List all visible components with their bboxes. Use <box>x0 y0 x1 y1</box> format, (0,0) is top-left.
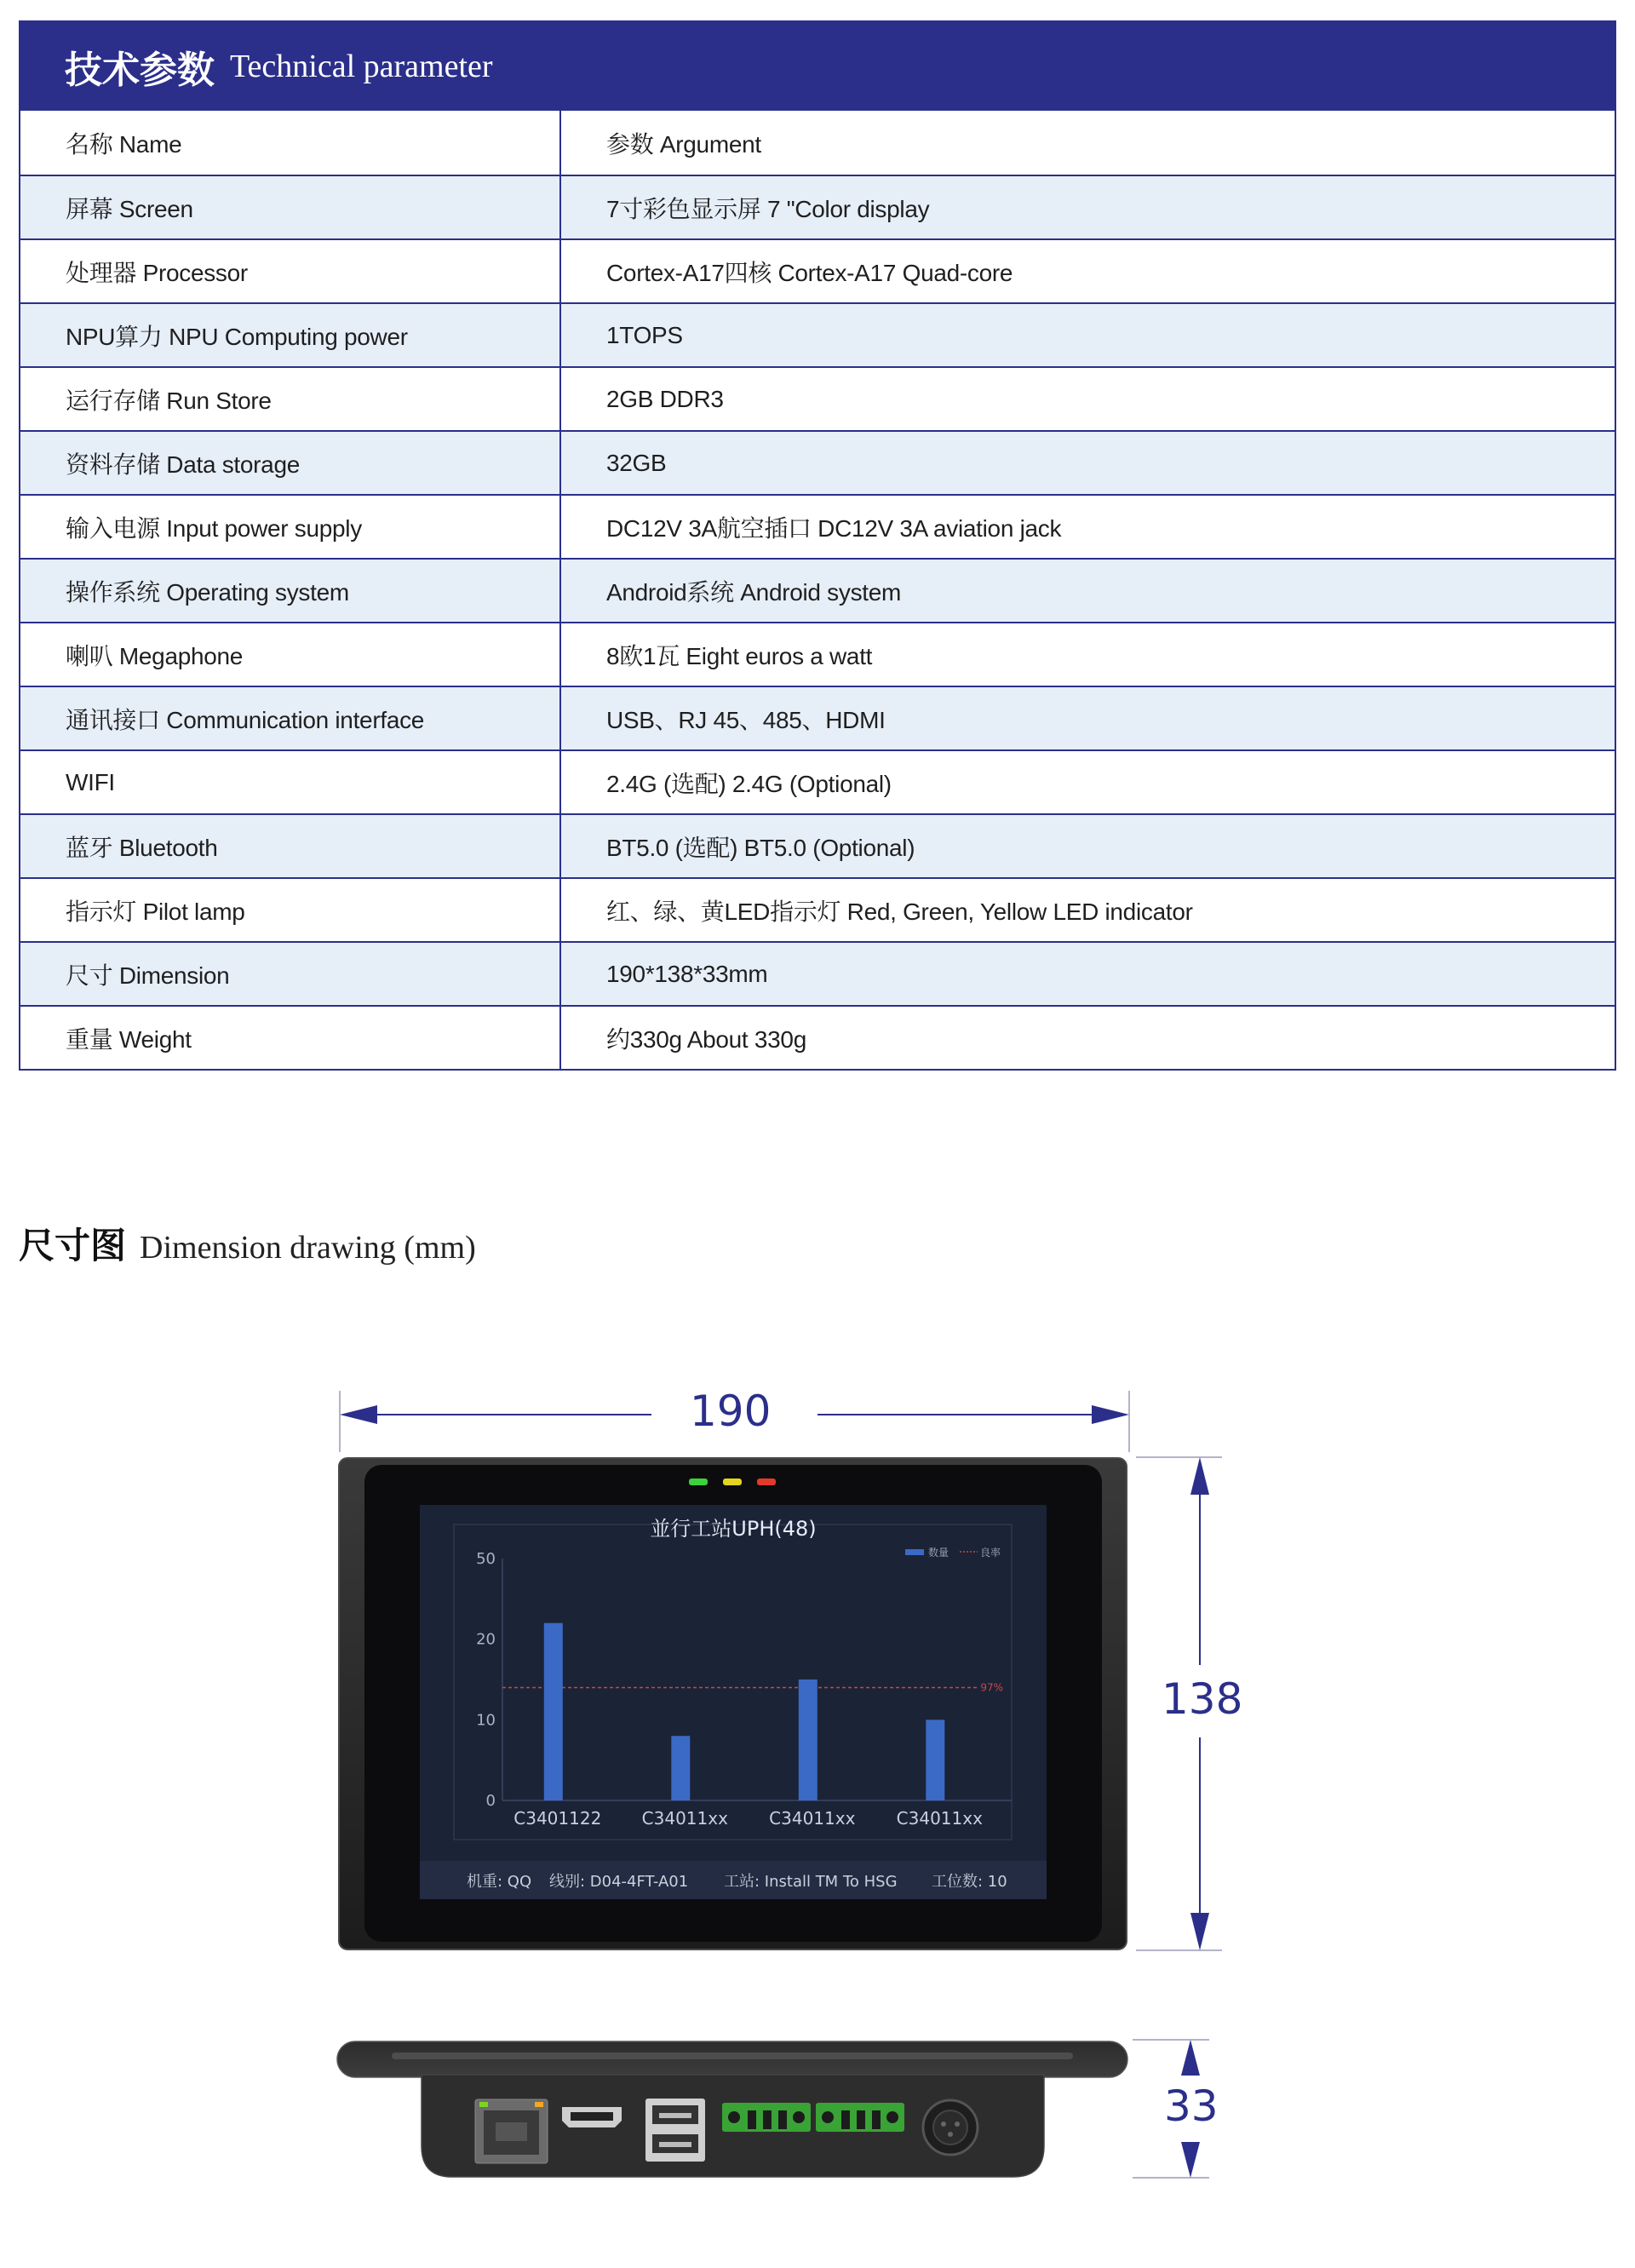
green-led-icon <box>689 1479 708 1485</box>
spec-value: 约330g About 330g <box>606 1025 806 1053</box>
spec-key: 输入电源 Input power supply <box>20 496 561 558</box>
x-tick-label: C34011xx <box>896 1808 983 1829</box>
legend-swatch-bar <box>905 1549 924 1555</box>
spec-key: 名称 Name <box>20 111 561 175</box>
legend-label: 数量 <box>928 1547 949 1559</box>
spec-value: Cortex-A17四核 Cortex-A17 Quad-core <box>606 259 1013 286</box>
hdmi-port-icon <box>562 2107 622 2127</box>
chart-bar <box>671 1736 690 1800</box>
spec-key: 蓝牙 Bluetooth <box>20 815 561 877</box>
y-tick-label: 50 <box>476 1550 496 1568</box>
spec-value: DC12V 3A航空插口 DC12V 3A aviation jack <box>606 514 1062 542</box>
yellow-led-icon <box>723 1479 742 1485</box>
spec-value: 32GB <box>606 449 667 476</box>
spec-value: 2.4G (选配) 2.4G (Optional) <box>606 770 892 797</box>
screen-footer-item: 线别: D04-4FT-A01 <box>549 1873 689 1891</box>
device-front-view <box>339 1458 1127 1949</box>
arrow-down-icon <box>1181 2142 1200 2178</box>
spec-value: 红、绿、黄LED指示灯 Red, Green, Yellow LED indicator <box>606 898 1193 925</box>
arrow-down-icon <box>1190 1913 1209 1950</box>
spec-key: 运行存储 Run Store <box>20 368 561 430</box>
reference-line-label: 97% <box>980 1681 1003 1694</box>
spec-value: BT5.0 (选配) BT5.0 (Optional) <box>606 834 915 861</box>
y-tick-label: 0 <box>485 1792 496 1810</box>
spec-value: 1TOPS <box>606 321 683 348</box>
device-side-view <box>337 2041 1127 2177</box>
screen-footer-item: 机重: QQ <box>467 1873 532 1891</box>
spec-key: 重量 Weight <box>20 1007 561 1069</box>
x-tick-label: C3401122 <box>513 1808 602 1829</box>
spec-value: 190*138*33mm <box>606 960 768 987</box>
spec-value: 参数 Argument <box>606 130 761 158</box>
spec-key: NPU算力 NPU Computing power <box>20 304 561 366</box>
spec-key: 操作系统 Operating system <box>20 560 561 622</box>
depth-label: 33 <box>1164 2081 1219 2131</box>
spec-value: 7寸彩色显示屏 7 "Color display <box>606 195 930 222</box>
x-tick-label: C34011xx <box>769 1808 856 1829</box>
x-tick-label: C34011xx <box>641 1808 728 1829</box>
screen-footer-item: 工站: Install TM To HSG <box>724 1873 898 1891</box>
dimension-title-en: Dimension drawing (mm) <box>140 1230 476 1266</box>
y-tick-label: 20 <box>476 1630 496 1649</box>
spec-title-en: Technical parameter <box>230 49 493 84</box>
spec-value: USB、RJ 45、485、HDMI <box>606 706 886 733</box>
spec-key: 屏幕 Screen <box>20 176 561 238</box>
chart-bar <box>544 1623 563 1800</box>
arrow-up-icon <box>1181 2040 1200 2076</box>
arrow-up-icon <box>1190 1457 1209 1495</box>
width-label: 190 <box>690 1387 772 1436</box>
chart-bar <box>799 1679 818 1800</box>
spec-value: 2GB DDR3 <box>606 385 724 412</box>
spec-key: 处理器 Processor <box>20 240 561 302</box>
dimension-title-zh: 尺寸图 <box>19 1225 127 1266</box>
legend-label: 良率 <box>980 1547 1001 1559</box>
rj45-port-icon <box>475 2099 548 2163</box>
spec-key: 喇叭 Megaphone <box>20 623 561 686</box>
spec-title-zh: 技术参数 <box>65 49 215 92</box>
chart-bar <box>926 1720 944 1800</box>
arrow-left-icon <box>340 1405 377 1424</box>
chart-title: 並行工站UPH(48) <box>650 1517 817 1541</box>
red-led-icon <box>757 1479 776 1485</box>
spec-key: 指示灯 Pilot lamp <box>20 879 561 941</box>
power-jack-icon <box>923 2100 978 2155</box>
spec-value: 8欧1瓦 Eight euros a watt <box>606 642 873 669</box>
spec-key: WIFI <box>20 751 561 813</box>
spec-key: 资料存储 Data storage <box>20 432 561 494</box>
screen-footer-item: 工位数: 10 <box>932 1873 1007 1891</box>
usb-port-icon <box>645 2099 705 2162</box>
y-tick-label: 10 <box>476 1711 496 1730</box>
arrow-right-icon <box>1092 1405 1129 1424</box>
spec-value: Android系统 Android system <box>606 578 902 606</box>
height-label: 138 <box>1162 1674 1243 1724</box>
spec-key: 通讯接口 Communication interface <box>20 687 561 749</box>
spec-key: 尺寸 Dimension <box>20 943 561 1005</box>
